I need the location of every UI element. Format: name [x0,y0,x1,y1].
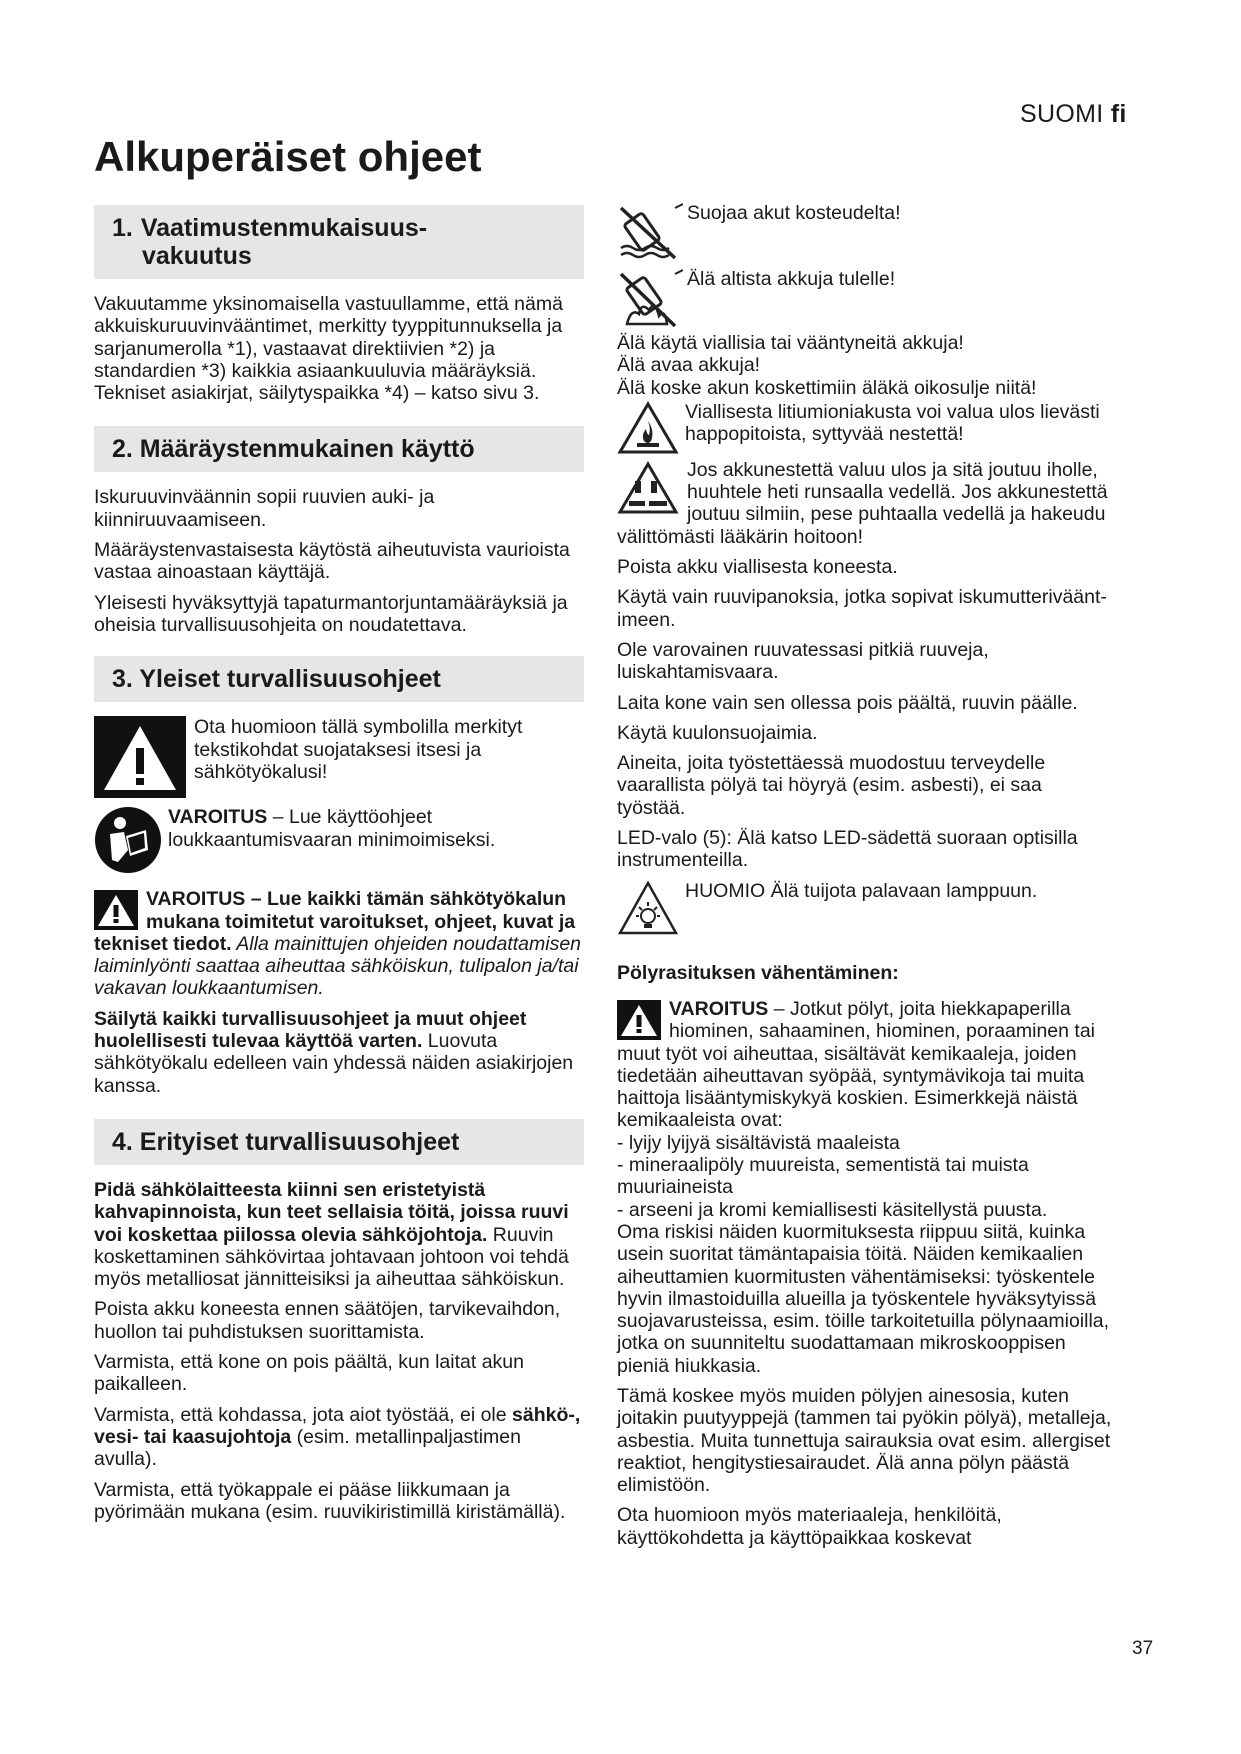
section-4-heading: 4. Erityiset turvallisuusohjeet [94,1119,584,1165]
warning-symbol-icon [94,716,186,798]
page-title: Alkuperäiset ohjeet [94,133,482,180]
chemicals-list [617,1132,1112,1221]
fire-text: Älä altista akkuja tulelle! [687,268,896,290]
list-item: - arseeni ja kromi kemiallisesti käsitellystä puusta. [617,1198,1048,1221]
moisture-text: Suojaa akut kosteudelta! [687,202,901,224]
keep-instructions-text: Luovuta sähkötyökalu edelleen vain yhdessä näiden asiakirjojen kanssa. [94,1030,574,1097]
section-1-number: 1. [112,214,133,242]
intended-use-text: Iskuruuvinväännin sopii ruuvien auki- ja kiinniruuvaamiseen. [94,486,435,531]
remove-battery-text: Poista akku koneesta ennen säätöjen, tarvikevaihdon, huollon tai puhdistuksen suorittamista. [94,1298,561,1343]
insulated-grip-text [94,1179,584,1290]
corrosive-icon [617,461,679,515]
read-manual-icon [94,806,162,874]
risk-text: Oma riskisi näiden kuormituksesta riippuu siitä, kuinka usein suoritat tämäntapaisia töitä. Näiden kemikaalien aiheuttamien kuormitusten vähentämiseksi: työskentele hyvin ilmastoiduilla alueilla ja työskentele hyväksytyissä suojavarusteissa, esim. töille tarkoitetuilla pölynaamioilla, jotka on suunniteltu suodattamaan mikroskooppisen pieniä hiukkasia. [617,1220,1110,1377]
language-code: fi [1110,100,1127,128]
skin-contact-note [617,459,1112,548]
open-battery-text: Älä avaa akkuja! [617,354,761,377]
liability-text: Määräystenvastaisesta käytöstä aiheutuvista vaurioista vastaa ainoastaan käyttäjä. [94,539,570,584]
section-1-heading [94,205,584,279]
skin-contact-text: Jos akkunestettä valuu ulos ja sitä joutuu iholle, huuhtele heti runsaalla vedellä. Jos akkunestettä joutuu silmiin, pese puhtaalla vedellä ja hakeudu välittömästi lääkärin hoitoon! [617,458,1108,548]
language-name: SUOMI [1020,100,1104,128]
regulations-text: Yleisesti hyväksyttyjä tapaturmantorjuntamääräyksiä ja oheisia turvallisuusohjeita on noudatettava. [94,591,568,636]
dust-warning [617,998,1112,1132]
general-warning [94,888,584,999]
keep-instructions [94,1008,584,1097]
hidden-lines-bold: sähkö-, vesi- tai kaasujohtoja [94,1403,581,1448]
warning-label: VAROITUS [168,806,268,829]
lamp-note [617,880,1112,936]
observe-text: Ota huomioon myös materiaaleja, henkilöitä, käyttökohdetta ja käyttöpaikkaa koskevat [617,1504,1002,1549]
dust-warning-icon [617,1000,661,1040]
dust-warning-label: VAROITUS [669,997,769,1020]
list-item: - lyijy lyijyä sisältävistä maaleista [617,1131,900,1154]
section-1-title-line2: vakuutus [142,242,252,270]
section-1-title-line1: Vaatimustenmukaisuus- [140,214,428,242]
insulated-grip-bold: Pidä sähkölaitteesta kiinni sen eristetyistä kahvapinnoista, kun teet sellaisia töitä, joissa ruuvi voi koskettaa piilossa olevia sähköjohtoja. [94,1178,569,1246]
battery-rules [617,332,1112,399]
section-2-heading: 2. Määräystenmukainen käyttö [94,426,584,472]
right-column [617,202,1112,1557]
contacts-text: Älä koske akun koskettimiin äläkä oikosulje niitä! [617,376,1037,399]
led-text: LED-valo (5): Älä katso LED-sädettä suoraan optisilla instrumenteilla. [617,827,1078,872]
lamp-caution-icon [617,880,679,936]
language-label [1020,100,1127,129]
bits-text: Käytä vain ruuvipanoksia, jotka sopivat iskumutterivääntimeen. [617,586,1107,631]
dust-heading [617,962,1112,984]
page-number: 37 [1132,1638,1154,1659]
asbestos-text: Aineita, joita työstettäessä muodostuu terveydelle vaarallista pölyä tai höyryä (esim. asbesti), ei saa työstää. [617,752,1046,819]
dust-warning-text: – Jotkut pölyt, joita hiekkapaperilla hiominen, sahaaminen, hiominen, poraaminen tai muut työt voi aiheuttaa, sisältävät kemikaaleja, joiden tiedetään aiheuttavan syöpää, syntymävikoja tai muita haittoja lisääntymiskykyä koskien. Esimerkkejä näistä kemikaaleista ovat: [617,997,1096,1132]
ear-protection-text: Käytä kuulonsuojaimia. [617,721,818,744]
hidden-lines-a: Varmista, että kohdassa, jota aiot työstää, ei ole [94,1403,513,1426]
dust-heading-text: Pölyrasituksen vähentäminen: [617,961,899,984]
list-item: - mineraalipöly muureista, sementistä tai muista muuriaineista [617,1154,1029,1199]
fire-note [617,268,1112,330]
lamp-text: HUOMIO Älä tuijota palavaan lamppuun. [685,879,1038,902]
remove-defective-text: Poista akku viallisesta koneesta. [617,556,898,579]
no-moisture-icon [617,202,683,264]
damaged-battery-text: Älä käytä viallisia tai vääntyneitä akkuja! [617,332,964,354]
general-warning-bold: VAROITUS – Lue kaikki tämän sähkötyökalun mukana toimitetut varoitukset, ohjeet, kuvat ja tekniset tiedot. [94,888,576,955]
flammable-icon [617,401,679,455]
symbol-note [94,716,584,798]
other-dust-text: Tämä koskee myös muiden pölyjen ainesosia, kuten joitakin puutyyppejä (tammen tai pyökin pölyä), metalleja, asbestia. Muita tunnettuja sairauksia ovat esim. allergiset reaktiot, hengitystiesairaudet. Älä anna pölyn päästä elimistöön. [617,1384,1112,1497]
read-manual-text: – Lue käyttöohjeet loukkaantumisvaaran minimoimiseksi. [168,806,496,851]
insulated-grip-rest: Ruuvin koskettaminen sähkövirtaa johtavaan johtoon voi tehdä myös metalliosat jännitteisiksi ja aiheuttaa sähköiskun. [94,1223,569,1291]
left-column [94,205,584,1531]
moisture-note [617,202,1112,264]
warning-triangle-icon [94,890,138,930]
leak-text: Viallisesta litiumioniakusta voi valua ulos lievästi happopitoista, syttyvää nestettä! [685,400,1100,446]
switch-off-text: Varmista, että kone on pois päältä, kun laitat akun paikalleen. [94,1351,524,1396]
general-warning-italic: Alla mainittujen ohjeiden noudattamisen laiminlyönti saattaa aiheuttaa sähköiskun, tulipalon ja/tai vakavan loukkaantumisen. [94,932,582,1000]
read-manual-warning [94,806,584,874]
workpiece-text: Varmista, että työkappale ei pääse liikkumaan ja pyörimään mukana (esim. ruuvikiristimillä kiristämällä). [94,1478,566,1523]
hidden-lines-text [94,1404,584,1471]
keep-instructions-bold: Säilytä kaikki turvallisuusohjeet ja muut ohjeet huolellisesti tulevaa käyttöä varten. [94,1007,527,1053]
no-fire-icon [617,268,683,330]
section-3-heading: 3. Yleiset turvallisuusohjeet [94,656,584,702]
symbol-note-text: Ota huomioon tällä symbolilla merkityt tekstikohdat suojataksesi itsesi ja sähkötyökalusi! [194,716,523,783]
switch-on-text: Laita kone vain sen ollessa pois päältä, ruuvin päälle. [617,691,1078,714]
hidden-lines-b: (esim. metallinpaljastimen avulla). [94,1425,521,1471]
declaration-text: Vakuutamme yksinomaisella vastuullamme, että nämä akkuiskuruuvinvääntimet, merkitty tyyppitunnuksella ja sarjanumerolla *1), vastaavat direktiivien *2) ja standardien *3) kaikkia asiaankuuluvia määräyksiä. Tekniset asiakirjat, säilytyspaikka *4) – katso sivu 3. [94,293,563,405]
leak-note [617,401,1112,455]
long-screws-text: Ole varovainen ruuvatessasi pitkiä ruuveja, luiskahtamisvaara. [617,638,989,684]
